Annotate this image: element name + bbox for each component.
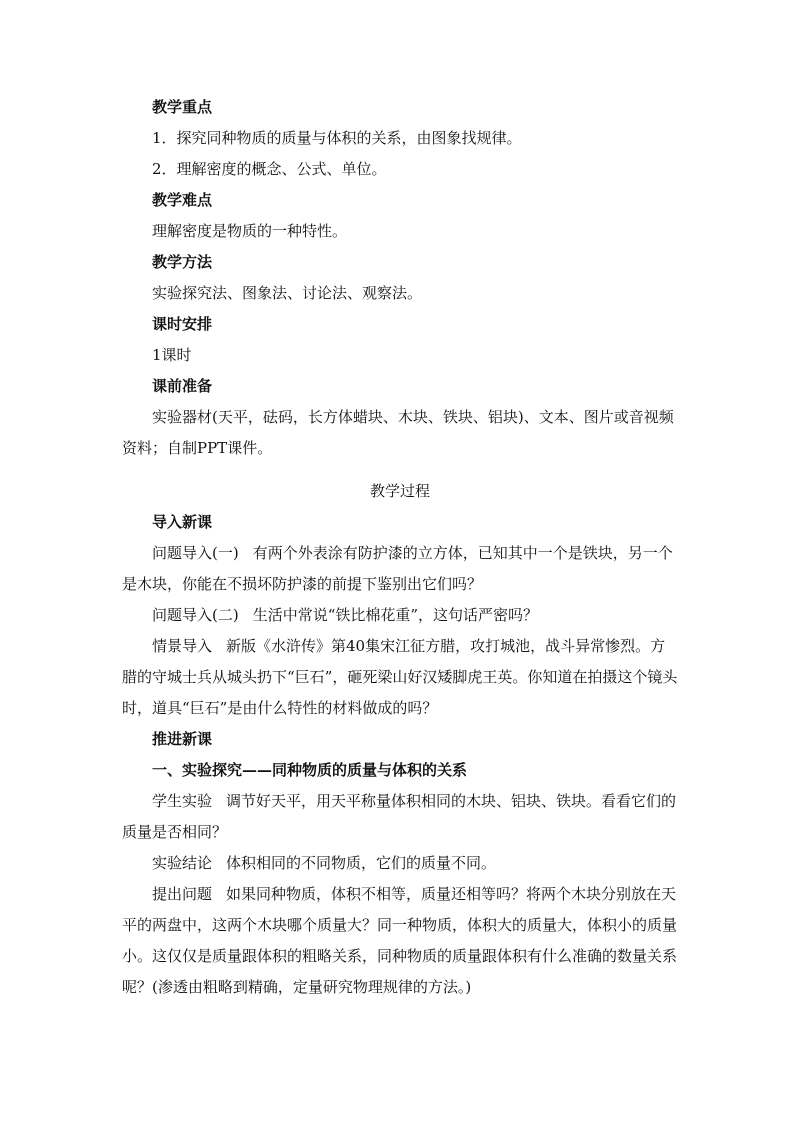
question-intro-1-label: 问题导入(一)	[152, 544, 239, 562]
question-intro-1	[122, 538, 678, 600]
raise-question-text: 如果同种物质，体积不相等，质量还相等吗？将两个木块分别放在天平的两盘中，这两个木块哪个质量大？同一种物质，体积大的质量大，体积小的质量小。这仅仅是质量跟体积的粗略关系，同种物质的质量跟体积有什么准确的数量关系呢？(渗透由粗略到精确，定量研究物理规律的方法。)	[122, 885, 678, 996]
experiment-conclusion	[122, 848, 678, 879]
experiment-conclusion-text: 体积相同的不同物质，它们的质量不同。	[226, 854, 497, 872]
heading-experiment: 一、实验探究——同种物质的质量与体积的关系	[152, 761, 468, 779]
raise-question-label: 提出问题	[152, 885, 213, 903]
difficulty-text: 理解密度是物质的一种特性。	[152, 222, 348, 240]
schedule-text: 1课时	[152, 346, 192, 364]
experiment-conclusion-label: 实验结论	[152, 854, 213, 872]
scene-intro-label: 情景导入	[152, 637, 213, 655]
question-intro-2-text: 生活中常说“铁比棉花重”，这句话严密吗？	[252, 606, 539, 624]
lesson-plan-body	[122, 92, 678, 1003]
question-intro-1-text: 有两个外表涂有防护漆的立方体，已知其中一个是铁块，另一个是木块，你能在不损坏防护漆的前提下鉴别出它们吗？	[122, 544, 673, 593]
method-text: 实验探究法、图象法、讨论法、观察法。	[152, 284, 423, 302]
focus-item-2: 2．理解密度的概念、公式、单位。	[152, 160, 387, 178]
raise-question	[122, 879, 678, 1003]
student-experiment	[122, 786, 678, 848]
focus-item-1: 1．探究同种物质的质量与体积的关系，由图象找规律。	[152, 129, 522, 147]
heading-preparation: 课前准备	[152, 377, 213, 395]
scene-intro-text: 新版《水浒传》第40集宋江征方腊，攻打城池，战斗异常惨烈。方腊的守城士兵从城头扔下“巨石”，砸死梁山好汉矮脚虎王英。你知道在拍摄这个镜头时，道具“巨石”是由什么特性的材料做成的吗？	[122, 637, 678, 717]
scene-intro	[122, 631, 678, 724]
question-intro-2	[122, 600, 678, 631]
heading-teaching-focus: 教学重点	[152, 98, 213, 116]
heading-teaching-difficulty: 教学难点	[152, 191, 213, 209]
student-experiment-label: 学生实验	[152, 792, 213, 810]
heading-teaching-process: 教学过程	[369, 482, 430, 500]
preparation-text: 实验器材(天平，砝码，长方体蜡块、木块、铁块、铝块)、文本、图片或音视频资料；自制PPT课件。	[122, 408, 674, 457]
heading-teaching-method: 教学方法	[152, 253, 213, 271]
question-intro-2-label: 问题导入(二)	[152, 606, 239, 624]
student-experiment-text: 调节好天平，用天平称量体积相同的木块、铝块、铁块。看看它们的质量是否相同？	[122, 792, 677, 841]
heading-advance-lesson: 推进新课	[152, 730, 213, 748]
heading-introduce-lesson: 导入新课	[152, 513, 213, 531]
heading-class-schedule: 课时安排	[152, 315, 213, 333]
